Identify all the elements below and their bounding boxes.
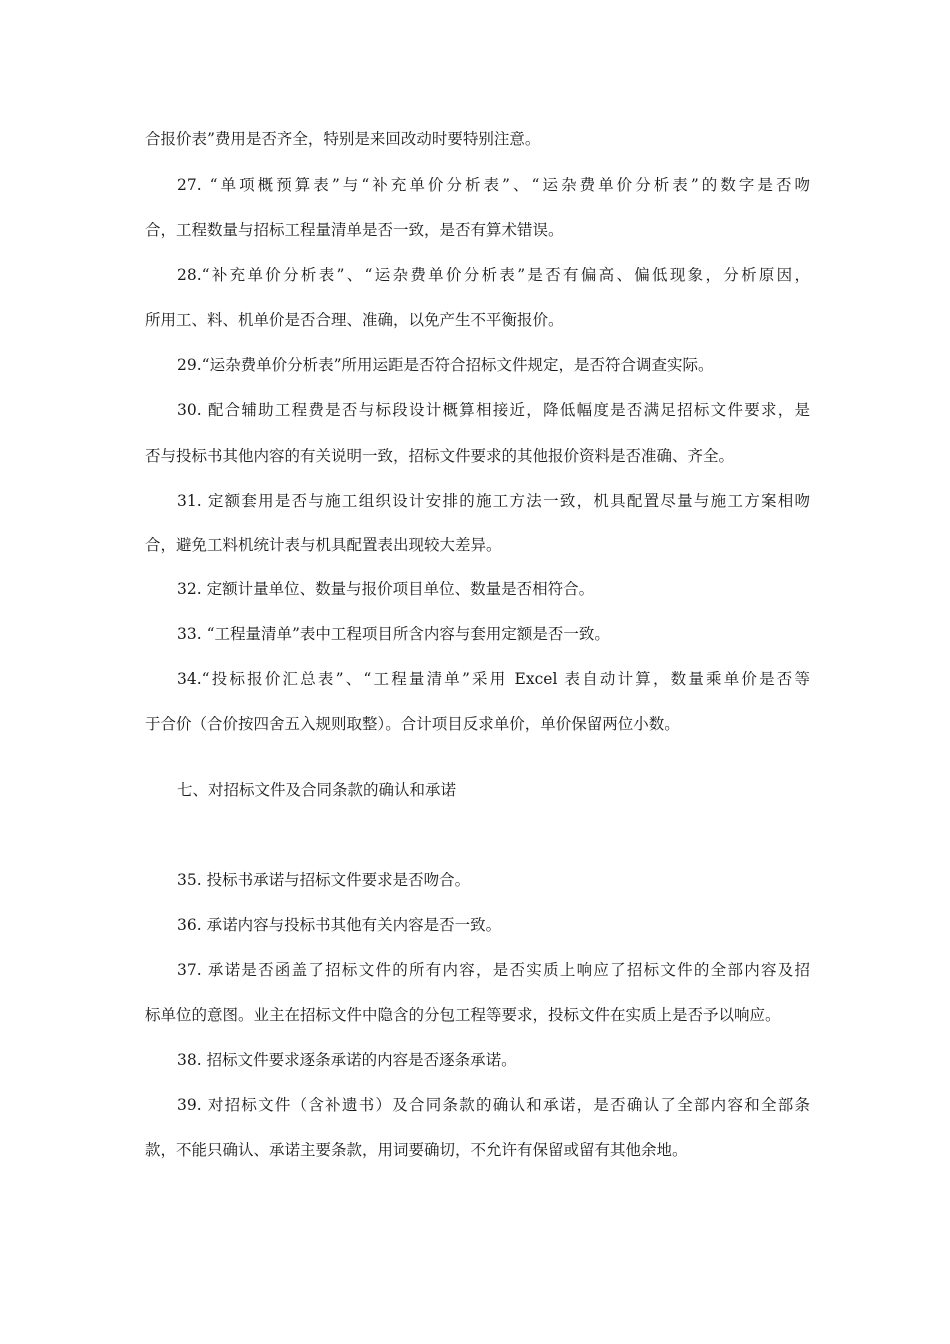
text-line: 34.“投标报价汇总表”、“工程量清单”采用 Excel 表自动计算，数量乘单价是否等 [177, 670, 810, 688]
text-line: 否与投标书其他内容的有关说明一致，招标文件要求的其他报价资料是否准确、齐全。 [145, 447, 735, 465]
text-line: 31. 定额套用是否与施工组织设计安排的施工方法一致，机具配置尽量与施工方案相吻 [177, 492, 810, 510]
text-line: 38. 招标文件要求逐条承诺的内容是否逐条承诺。 [177, 1051, 517, 1069]
text-line: 款，不能只确认、承诺主要条款，用词要确切，不允许有保留或留有其他余地。 [145, 1141, 688, 1159]
text-line: 29.“运杂费单价分析表”所用运距是否符合招标文件规定，是否符合调查实际。 [177, 356, 714, 374]
section-heading: 七、对招标文件及合同条款的确认和承诺 [177, 781, 457, 799]
text-line: 于合价（合价按四舍五入规则取整）。合计项目反求单价，单价保留两位小数。 [145, 715, 680, 733]
text-line: 28.“补充单价分析表”、“运杂费单价分析表”是否有偏高、偏低现象，分析原因， [177, 266, 810, 284]
text-line: 合报价表”费用是否齐全，特别是来回改动时要特别注意。 [145, 130, 541, 148]
text-line: 合，避免工料机统计表与机具配置表出现较大差异。 [145, 536, 502, 554]
text-line: 27. “单项概预算表”与“补充单价分析表”、“运杂费单价分析表”的数字是否吻 [177, 176, 810, 194]
text-line: 32. 定额计量单位、数量与报价项目单位、数量是否相符合。 [177, 580, 595, 598]
text-line: 35. 投标书承诺与招标文件要求是否吻合。 [177, 871, 471, 889]
text-line: 36. 承诺内容与投标书其他有关内容是否一致。 [177, 916, 502, 934]
text-line: 合，工程数量与招标工程量清单是否一致，是否有算术错误。 [145, 221, 564, 239]
text-line: 37. 承诺是否函盖了招标文件的所有内容，是否实质上响应了招标文件的全部内容及招 [177, 961, 810, 979]
text-line: 30. 配合辅助工程费是否与标段设计概算相接近，降低幅度是否满足招标文件要求，是 [177, 401, 810, 419]
text-line: 39. 对招标文件（含补遗书）及合同条款的确认和承诺，是否确认了全部内容和全部条 [177, 1096, 810, 1114]
text-line: 所用工、料、机单价是否合理、准确，以免产生不平衡报价。 [145, 311, 564, 329]
text-line: 33. “工程量清单”表中工程项目所含内容与套用定额是否一致。 [177, 625, 610, 643]
text-line: 标单位的意图。业主在招标文件中隐含的分包工程等要求，投标文件在实质上是否予以响应。 [145, 1006, 781, 1024]
